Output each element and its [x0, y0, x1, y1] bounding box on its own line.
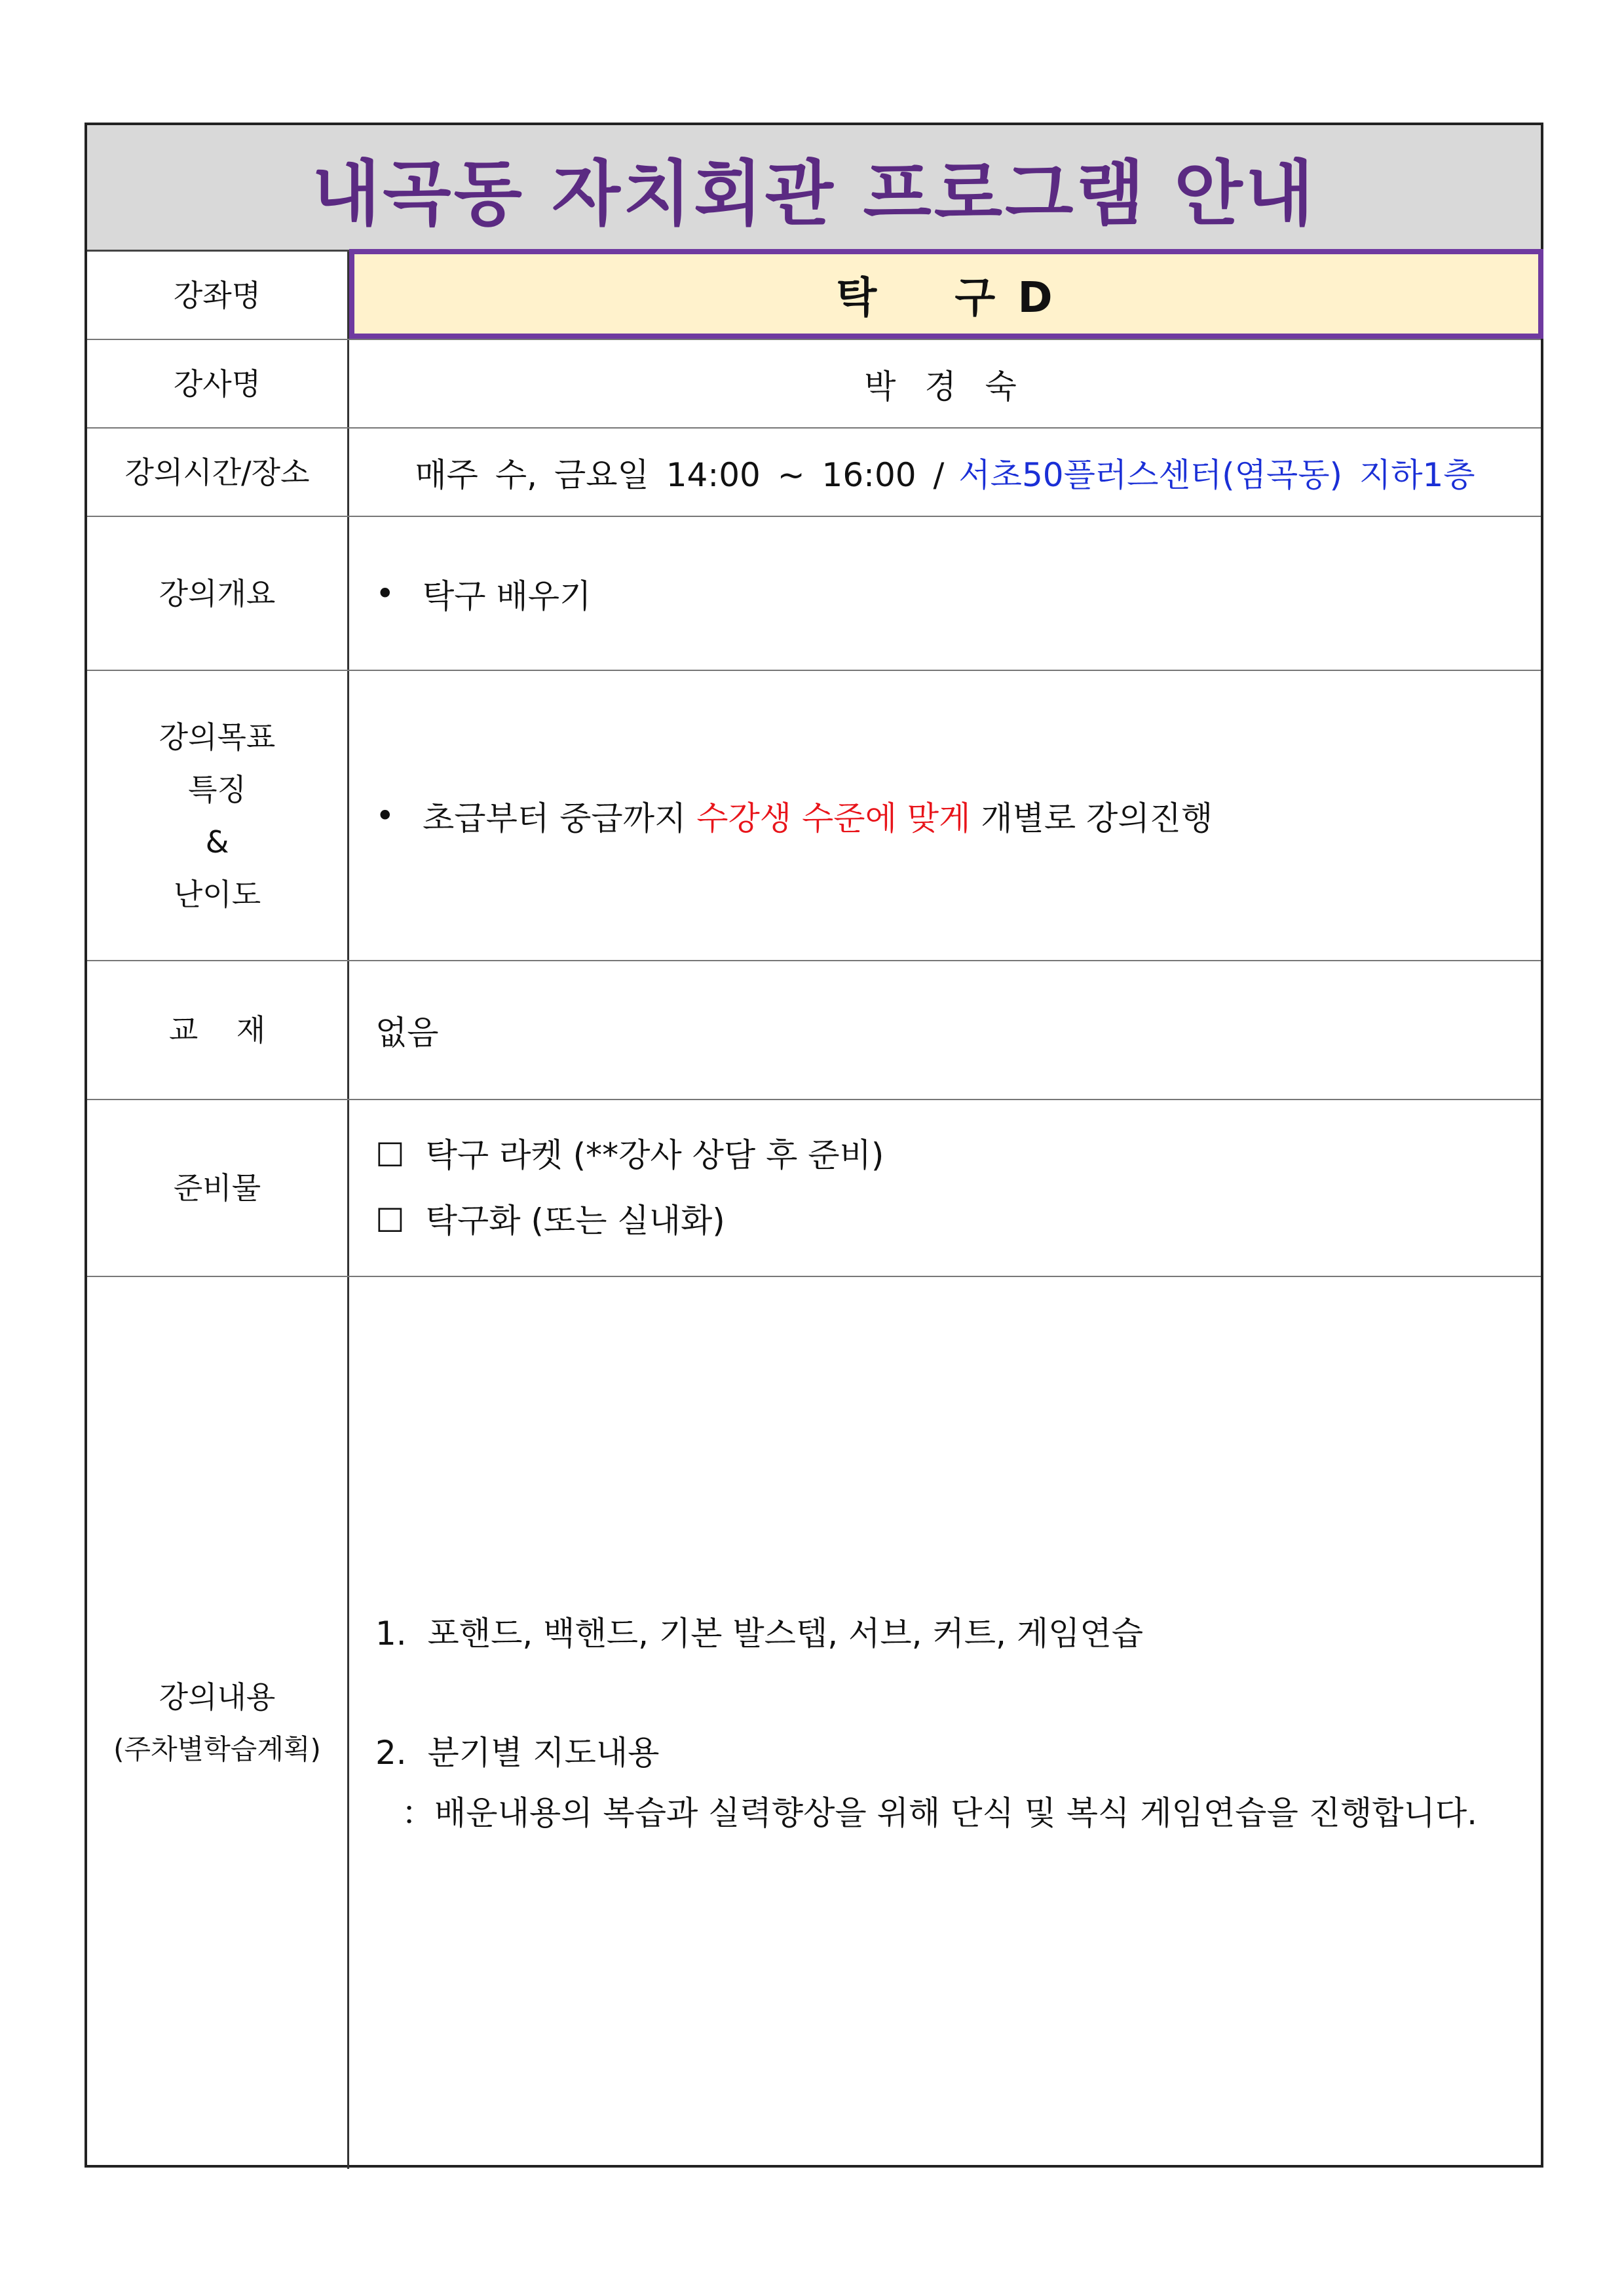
- time-label: 강의시간/장소: [87, 429, 349, 516]
- textbook-value: 없음: [375, 1014, 439, 1052]
- goal-label-line: &: [205, 824, 229, 860]
- goal-label: [87, 671, 349, 960]
- goal-text-highlight: 수강생 수준에 맞게: [696, 799, 971, 837]
- time-value: [349, 429, 1541, 516]
- bullet-icon: •: [375, 574, 395, 613]
- page-title: 내곡동 자치회관 프로그램 안내: [87, 125, 1541, 252]
- schedule-text: 매주 수, 금요일 14:00 ~ 16:00 /: [415, 455, 945, 494]
- goal-label-line: 특징: [188, 771, 246, 807]
- goal-value: [349, 671, 1541, 960]
- row-teacher: [87, 340, 1541, 429]
- row-materials: [87, 1100, 1541, 1277]
- row-course: [87, 252, 1541, 340]
- bullet-icon: •: [375, 796, 395, 835]
- goal-text: [423, 792, 1213, 839]
- row-content: [87, 1277, 1541, 2169]
- place-text: 서초50플러스센터(염곡동) 지하1층: [958, 455, 1475, 494]
- materials-item: ☐ 탁구화 (또는 실내화): [375, 1202, 725, 1240]
- materials-label: 준비물: [87, 1100, 349, 1276]
- row-time: [87, 429, 1541, 517]
- content-value: [349, 1277, 1541, 2169]
- program-sheet: [85, 123, 1543, 2168]
- goal-text-after: 개별로 강의진행: [970, 799, 1213, 837]
- goal-label-line: 강의목표: [159, 719, 276, 755]
- content-item-2: 2. 분기별 지도내용: [375, 1733, 660, 1772]
- overview-text: 탁구 배우기: [423, 577, 592, 615]
- row-goal: [87, 671, 1541, 961]
- row-overview: [87, 517, 1541, 671]
- content-label: [87, 1277, 349, 2169]
- goal-text-before: 초급부터 중급까지: [423, 799, 697, 837]
- overview-value: [349, 517, 1541, 670]
- goal-label-line: 난이도: [173, 876, 261, 912]
- content-item-2-detail: ：배운내용의 복습과 실력향상을 위해 단식 및 복식 게임연습을 진행합니다.: [402, 1793, 1478, 1832]
- teacher-label: 강사명: [87, 340, 349, 427]
- content-label-sub: (주차별학습계획): [113, 1732, 321, 1765]
- course-label: 강좌명: [87, 252, 349, 339]
- textbook-label: 교 재: [87, 961, 349, 1099]
- row-textbook: [87, 961, 1541, 1100]
- materials-item: ☐ 탁구 라켓 (**강사 상담 후 준비): [375, 1136, 884, 1174]
- course-name: 탁 구 D: [836, 273, 1057, 322]
- overview-label: 강의개요: [87, 517, 349, 670]
- materials-value: [349, 1100, 1541, 1276]
- teacher-value: 박 경 숙: [864, 367, 1026, 406]
- course-value: [349, 249, 1543, 339]
- content-label-main: 강의내용: [159, 1679, 276, 1715]
- content-item-1: 1. 포핸드, 백핸드, 기본 발스텝, 서브, 커트, 게임연습: [375, 1614, 1144, 1653]
